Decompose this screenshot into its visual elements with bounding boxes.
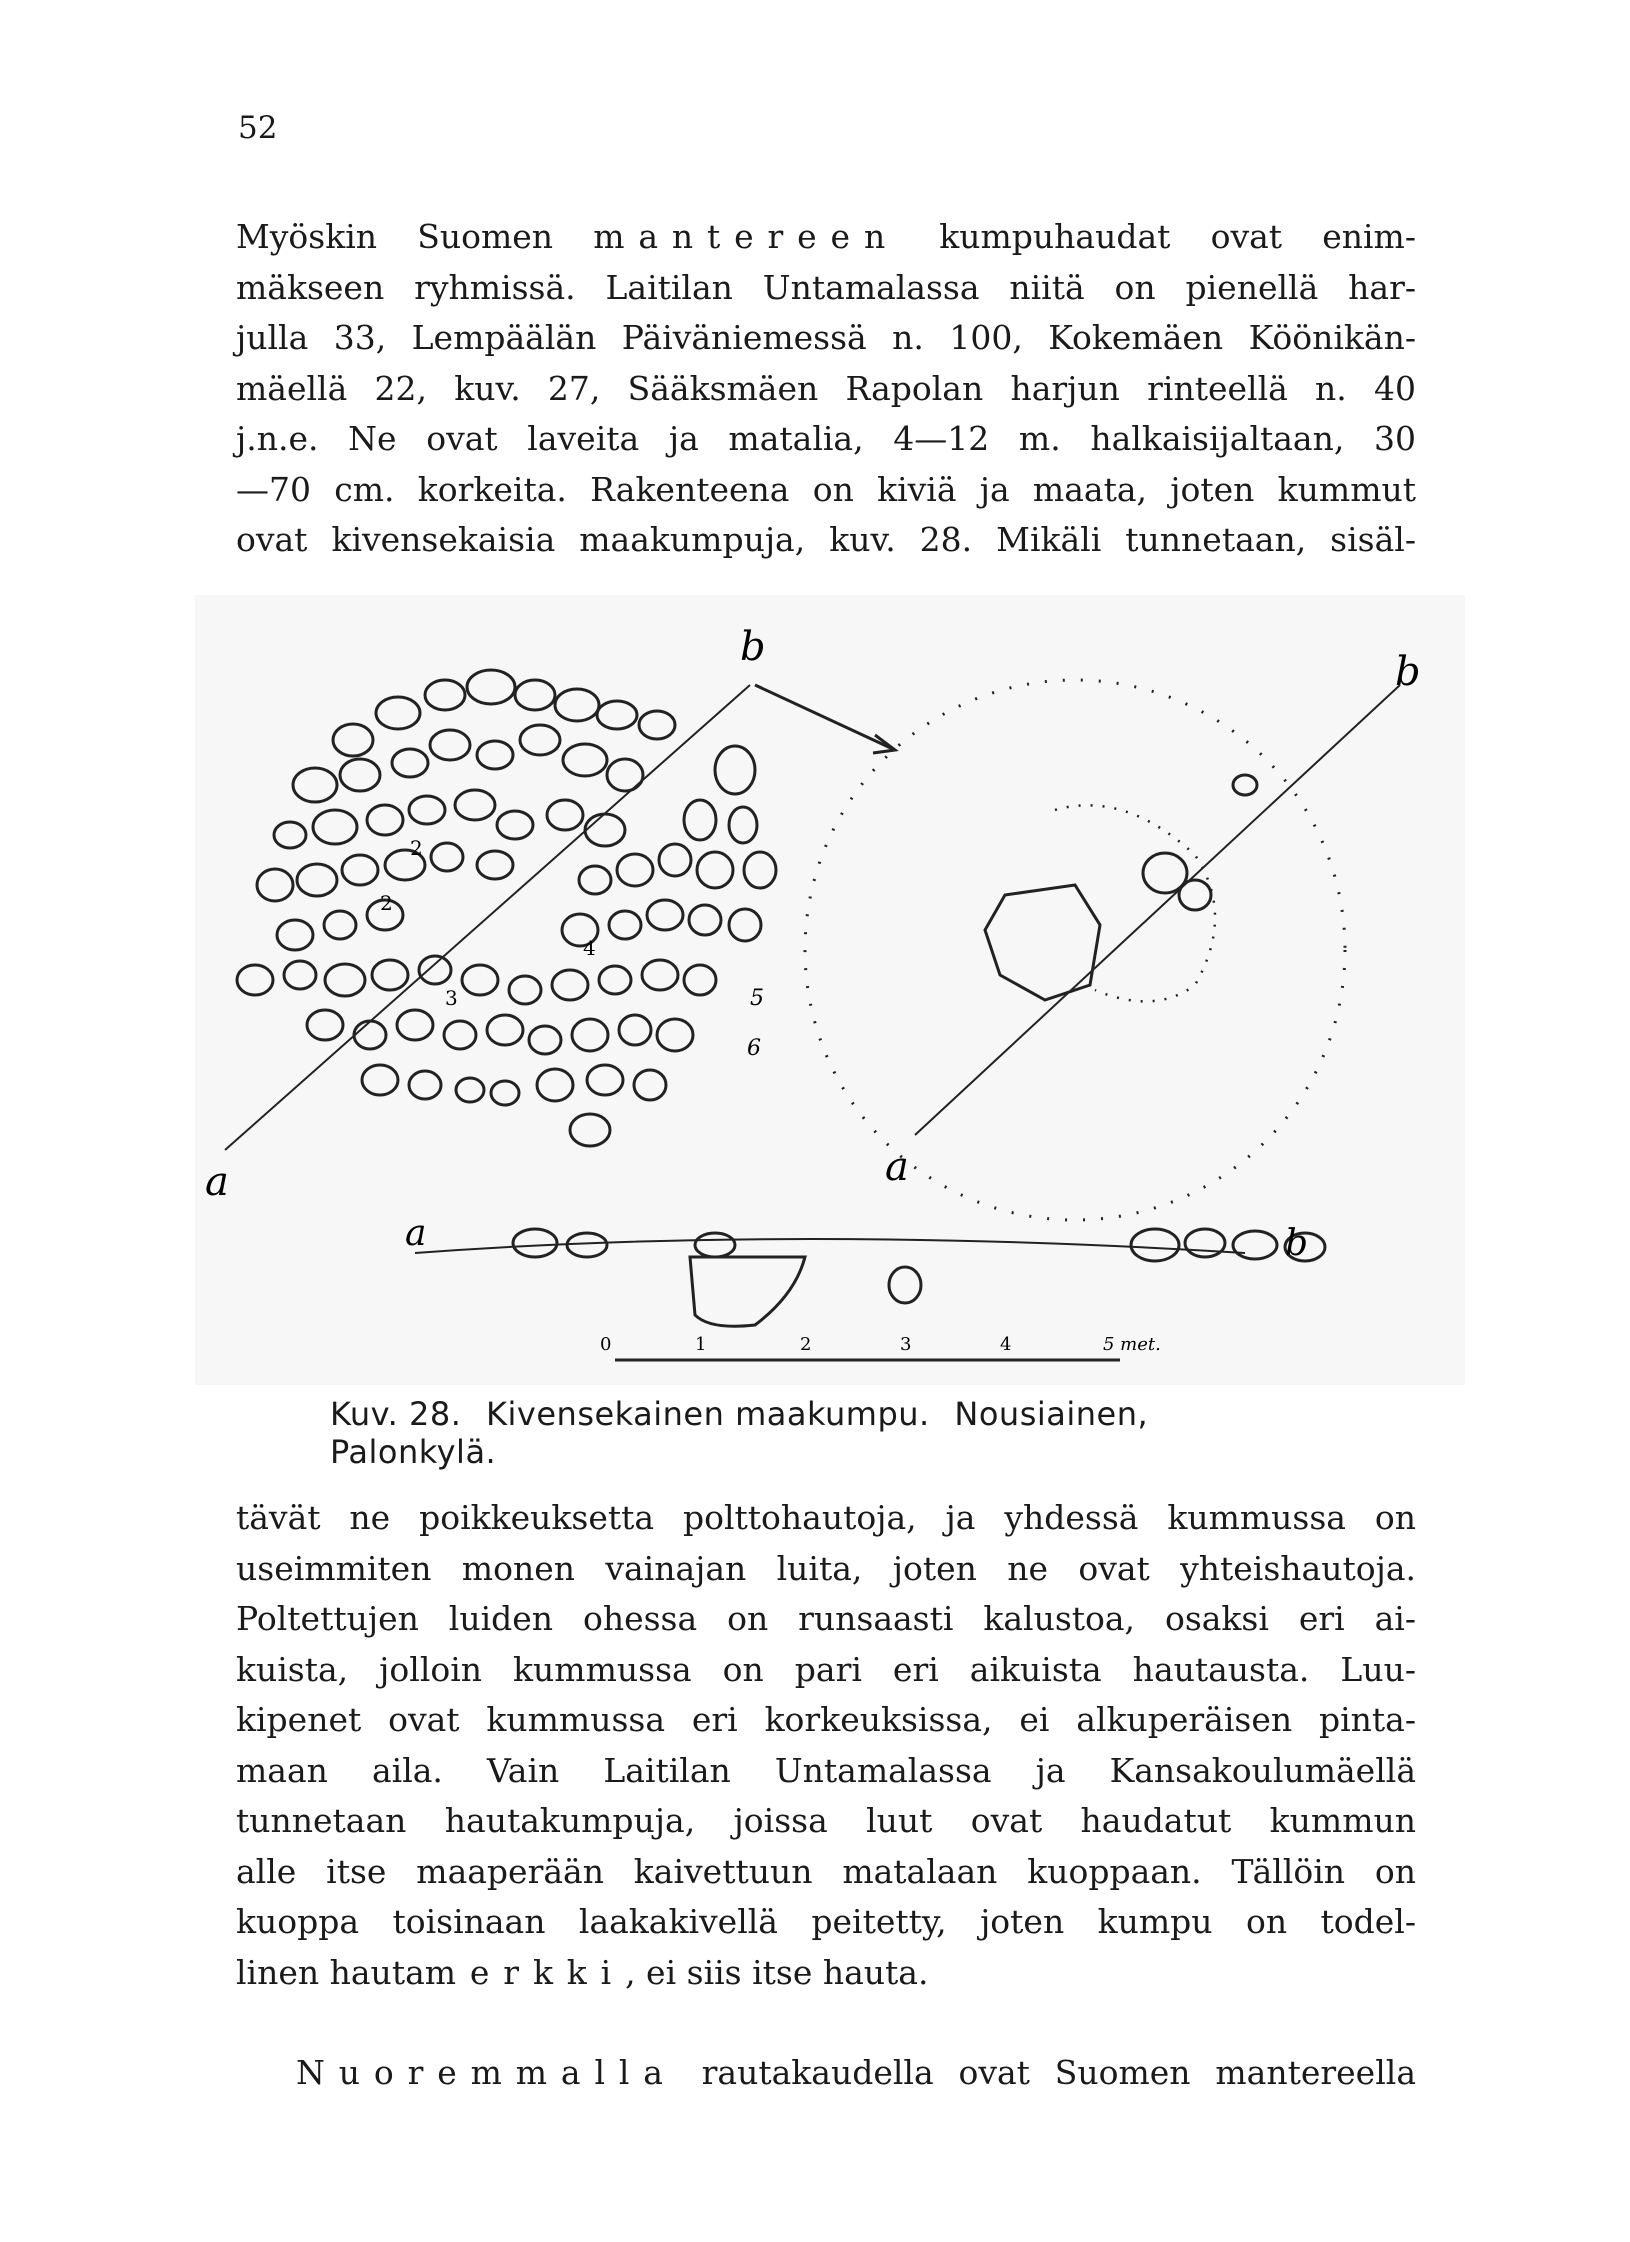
- scale-1: 1: [695, 1334, 707, 1355]
- caption-place: Nousiainen, Palonkylä.: [330, 1395, 1149, 1471]
- label-section-a: a: [405, 1213, 427, 1254]
- figure-caption: [330, 1395, 1330, 1471]
- paragraph-main: [236, 1493, 1416, 1998]
- stone-number-4: 4: [583, 936, 596, 960]
- scale-0: 0: [600, 1334, 612, 1355]
- mound-drawing: [195, 595, 1465, 1385]
- text-line: kuoppa toisinaan laakakivellä peitetty, joten kumpu on todel-: [236, 1902, 1416, 1941]
- page-number: 52: [238, 110, 278, 146]
- stone-number-6: 6: [747, 1036, 761, 1061]
- scale-3: 3: [900, 1334, 912, 1355]
- text-line: j.n.e. Ne ovat laveita ja matalia, 4—12 m. halkaisijaltaan, 30: [236, 419, 1416, 458]
- scale-5: 5 met.: [1103, 1334, 1161, 1355]
- text-line: kipenet ovat kummussa eri korkeuksissa, ei alkuperäisen pinta-: [236, 1700, 1416, 1739]
- text-line: Myöskin Suomen mantereen kumpuhaudat ovat enim-: [236, 217, 1416, 256]
- text-line: tunnetaan hautakumpuja, joissa luut ovat haudatut kummun: [236, 1801, 1416, 1840]
- stone-number-3: 3: [445, 986, 458, 1010]
- text-line: Poltettujen luiden ohessa on runsaasti kalustoa, osaksi eri ai-: [236, 1599, 1416, 1638]
- figure-burial-mound: [195, 595, 1465, 1385]
- text-line: tävät ne poikkeuksetta polttohautoja, ja yhdessä kummussa on: [236, 1498, 1416, 1537]
- label-a-left: a: [205, 1159, 229, 1205]
- label-section-b: b: [1285, 1223, 1309, 1264]
- label-a-right: a: [885, 1144, 909, 1190]
- text-line: useimmiten monen vainajan luita, joten ne ovat yhteishautoja.: [236, 1548, 1416, 1588]
- stone-number-2b: 2: [380, 891, 393, 915]
- text-line: Nuoremmalla rautakaudella ovat Suomen mantereella: [296, 2053, 1416, 2092]
- caption-title: Kivensekainen maakumpu.: [486, 1395, 930, 1433]
- caption-label: Kuv. 28.: [330, 1395, 462, 1433]
- paragraph-next: [236, 2048, 1416, 2099]
- text-line: —70 cm. korkeita. Rakenteena on kiviä ja maata, joten kummut: [236, 469, 1416, 509]
- text-line-last: linen hautamerkki, ei siis itse hauta.: [236, 1952, 929, 1992]
- paragraph-intro: [236, 212, 1416, 566]
- label-b-right: b: [1395, 649, 1421, 695]
- text-line: kuista, jolloin kummussa on pari eri aikuista hautausta. Luu-: [236, 1649, 1416, 1689]
- scale-2: 2: [800, 1334, 812, 1355]
- text-line: julla 33, Lempäälän Päiväniemessä n. 100, Kokemäen Köönikän-: [236, 318, 1416, 357]
- text-line: ovat kivensekaisia maakumpuja, kuv. 28. Mikäli tunnetaan, sisäl-: [236, 520, 1416, 559]
- scale-4: 4: [1000, 1334, 1012, 1355]
- stone-number-5: 5: [750, 986, 764, 1011]
- stone-number-2a: 2: [410, 836, 423, 860]
- text-line: mäkseen ryhmissä. Laitilan Untamalassa niitä on pienellä har-: [236, 267, 1416, 307]
- text-line: maan aila. Vain Laitilan Untamalassa ja Kansakoulumäellä: [236, 1750, 1416, 1790]
- text-line: alle itse maaperään kaivettuun matalaan kuoppaan. Tällöin on: [236, 1851, 1416, 1891]
- text-line: mäellä 22, kuv. 27, Sääksmäen Rapolan harjun rinteellä n. 40: [236, 368, 1416, 408]
- label-b-top: b: [740, 624, 766, 670]
